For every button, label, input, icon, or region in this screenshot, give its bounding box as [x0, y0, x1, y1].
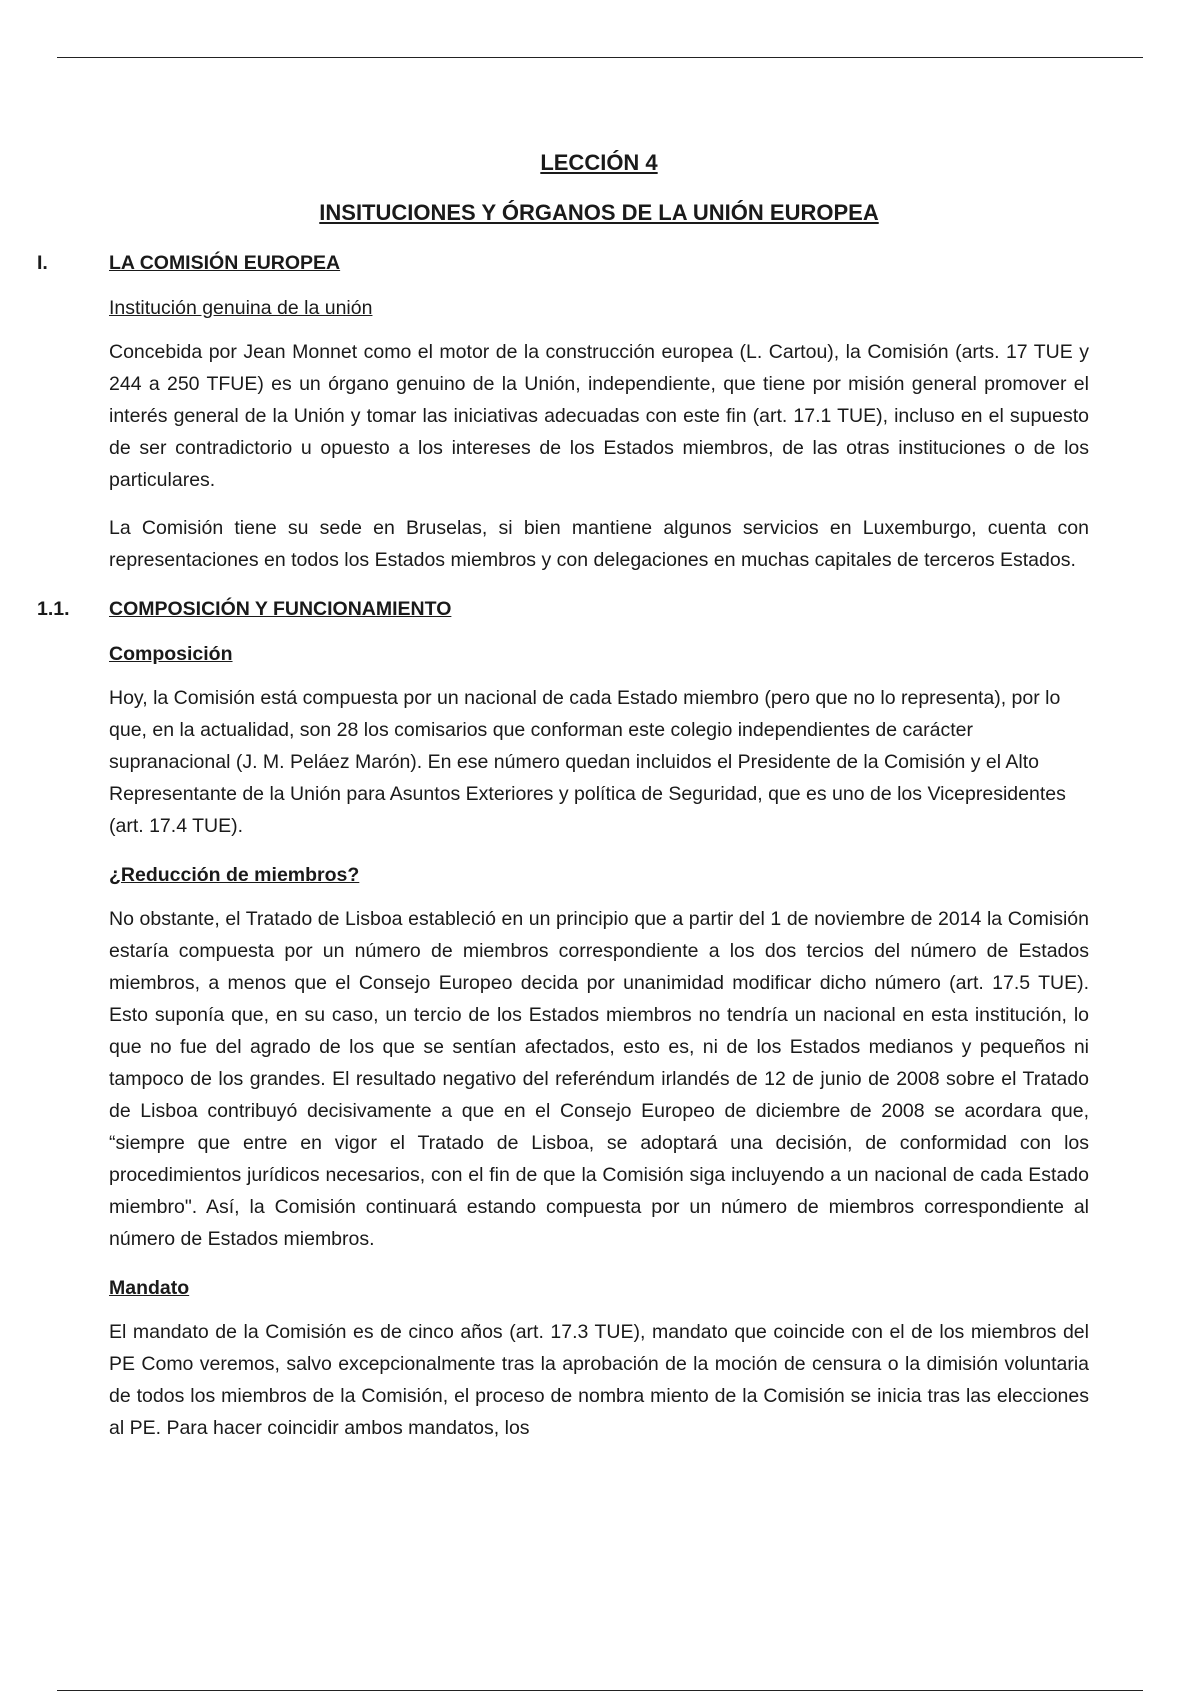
footer-rule — [57, 1690, 1143, 1691]
paragraph-concebida: Concebida por Jean Monnet como el motor de la construcción europea (L. Cartou), la Comisión (arts. 17 TUE y 244 a 250 TFUE) es un órgano genuino de la Unión, independiente, que tiene por misión general promover el interés general de la Unión y tomar las iniciativas adecuadas con este fin (art. 17.1 TUE), incluso en el supuesto de ser contradictorio u opuesto a los intereses de los Estados miembros, de las otras instituciones o de los particulares. — [109, 341, 1089, 491]
header-rule — [57, 57, 1143, 58]
heading-mandato: Mandato — [109, 1277, 190, 1299]
paragraph-reduccion: No obstante, el Tratado de Lisboa estableció en un principio que a partir del 1 de noviembre de 2014 la Comisión estaría compuesta por un número de miembros correspondiente a los dos tercios del número de Estados miembros, a menos que el Consejo Europeo decida por unanimidad modificar dicho número (art. 17.5 TUE). Esto suponía que, en su caso, un tercio de los Estados miembros no tendría un nacional en esta institución, lo que no fue del agrado de los que se sentían afectados, esto es, ni de los Estados medianos y pequeños ni tampoco de los grandes. El resultado negativo del referéndum irlandés de 12 de junio de 2008 sobre el Tratado de Lisboa contribuyó decisivamente a que en el Consejo Europeo de diciembre de 2008 se acordara que, “siempre que entre en vigor el Tratado de Lisboa, se adoptará una decisión, de conformidad con los procedimientos jurídicos necesarios, con el fin de que la Comisión siga incluyendo a un nacional de cada Estado miembro". Así, la Comisión continuará estando compuesta por un número de miembros correspondiente al número de Estados miembros. — [109, 908, 1089, 1250]
heading-composicion: Composición — [109, 643, 233, 665]
heading-reduccion: ¿Reducción de miembros? — [109, 864, 360, 886]
main-title: INSITUCIONES Y ÓRGANOS DE LA UNIÓN EUROPEA — [319, 200, 879, 225]
paragraph-mandato: El mandato de la Comisión es de cinco años (art. 17.3 TUE), mandato que coincide con el de los miembros del PE Como veremos, salvo excepcionalmente tras la aprobación de la moción de censura o la dimisión voluntaria de todos los miembros de la Comisión, el proceso de nombra miento de la Comisión se inicia tras las elecciones al PE. Para hacer coincidir ambos mandatos, los — [109, 1321, 1089, 1439]
lesson-title: LECCIÓN 4 — [540, 150, 658, 175]
document-body — [37, 140, 1089, 1444]
subtitle-institucion: Institución genuina de la unión — [109, 297, 373, 319]
section-number: I. — [37, 252, 48, 274]
paragraph-sede: La Comisión tiene su sede en Bruselas, si bien mantiene algunos servicios en Luxemburgo, cuenta con representaciones en todos los Estados miembros y con delegaciones en muchas capitales de terceros Estados. — [109, 517, 1089, 571]
section-number: 1.1. — [37, 598, 70, 620]
section-title: COMPOSICIÓN Y FUNCIONAMIENTO — [109, 598, 452, 620]
section-title: LA COMISIÓN EUROPEA — [109, 252, 341, 274]
section-heading-1-1 — [0, 598, 1089, 621]
section-heading-1 — [0, 252, 1089, 275]
paragraph-composicion: Hoy, la Comisión está compuesta por un nacional de cada Estado miembro (pero que no lo representa), por lo que, en la actualidad, son 28 los comisarios que conforman este colegio independientes de carácter supranacional (J. M. Peláez Marón). En ese número quedan incluidos el Presidente de la Comisión y el Alto Representante de la Unión para Asuntos Exteriores y política de Seguridad, que es uno de los Vicepresidentes (art. 17.4 TUE). — [109, 687, 1066, 837]
